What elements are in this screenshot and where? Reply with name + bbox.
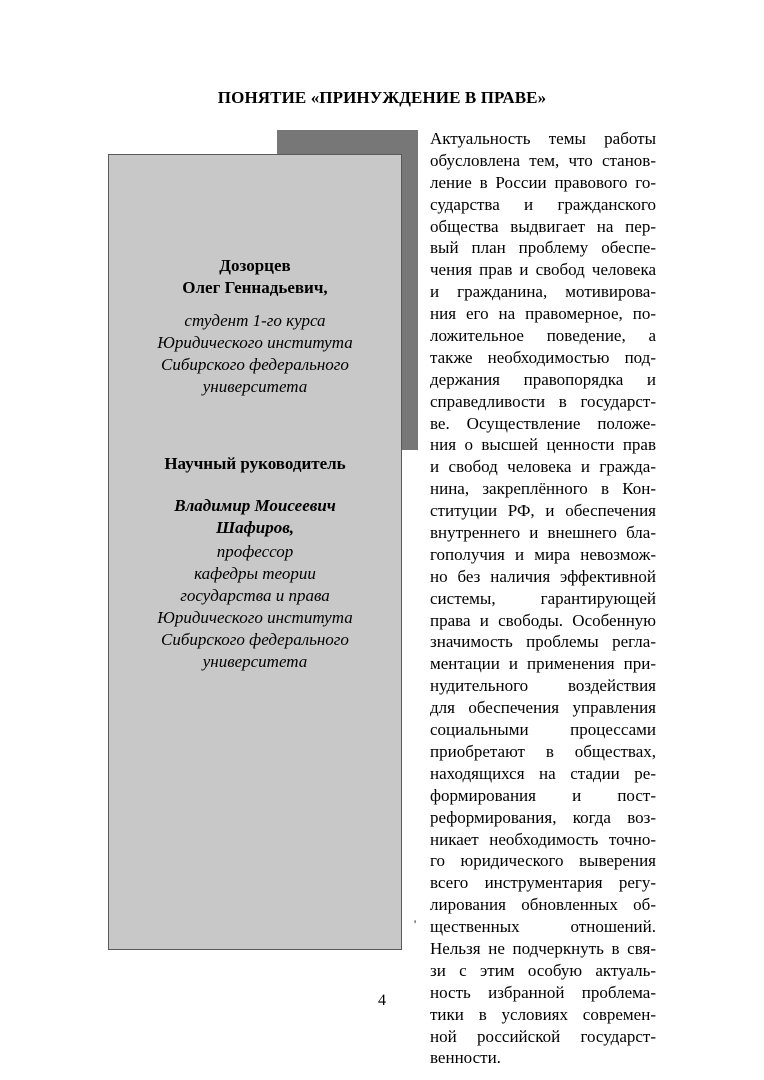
body-text-line: общества выдвигает на пер-: [430, 216, 656, 236]
body-text-line: ной российской государст-: [430, 1026, 656, 1046]
body-text-line: ституции РФ, и обеспечения: [430, 501, 656, 521]
supervisor-label: Научный руководитель: [164, 454, 346, 473]
author-affiliation-line: Юридического института: [157, 333, 353, 352]
page-number: 4: [378, 992, 386, 1009]
body-text-line: ния его на правомерное, по-: [430, 304, 656, 324]
article-body-text: [430, 128, 656, 1069]
supervisor-name-line: Шафиров,: [215, 517, 295, 537]
body-text-line: и свобод человека и гражда-: [430, 457, 656, 477]
body-text-line: венности.: [430, 1048, 501, 1068]
stray-tick-mark: ': [414, 917, 417, 931]
body-text-line: зи с этим особую актуаль-: [430, 960, 656, 980]
body-text-line: системы, гарантирующей: [430, 588, 656, 608]
body-text-line: значимость проблемы регла-: [430, 632, 656, 652]
body-text-line: нудительного воздействия: [430, 676, 656, 696]
supervisor-affiliation-line: государства и права: [180, 586, 330, 605]
supervisor-name: [109, 495, 401, 538]
author-surname: Дозорцев: [219, 256, 291, 275]
body-text-line: всего инструментария регу-: [430, 873, 656, 893]
body-text-line: держания правопорядка и: [430, 369, 656, 389]
body-text-line: но без наличия эффективной: [430, 566, 656, 586]
author-info-box: [108, 154, 402, 950]
body-text-line: реформирования, когда воз-: [430, 807, 656, 827]
supervisor-affiliation-line: кафедры теории: [194, 564, 316, 583]
supervisor-name-line: Владимир Моисеевич: [174, 496, 336, 515]
body-text-line: для обеспечения управления: [430, 698, 656, 718]
body-text-line: ность избранной проблема-: [430, 982, 656, 1002]
author-affiliation-line: Сибирского федерального: [161, 355, 349, 374]
body-text-line: формирования и пост-: [430, 785, 656, 805]
supervisor-affiliation-line: Юридического института: [157, 608, 353, 627]
author-name: [109, 255, 401, 298]
body-text-line: приобретают в обществах,: [430, 741, 656, 761]
body-text-line: нина, закреплённого в Кон-: [430, 479, 656, 499]
body-text-line: ление в России правового го-: [430, 172, 656, 192]
supervisor-affiliation-line: профессор: [216, 542, 294, 561]
supervisor-affiliation-line: Сибирского федерального: [161, 630, 349, 649]
author-affiliation-line: университета: [202, 377, 308, 396]
author-affiliation: [109, 310, 401, 398]
body-text-line: справедливости в государст-: [430, 391, 656, 411]
body-text-line: вый план проблему обеспе-: [430, 238, 656, 258]
body-text-line: никает необходимость точно-: [430, 829, 656, 849]
body-text-line: Нельзя не подчеркнуть в свя-: [430, 938, 656, 958]
body-text-line: ментации и применения при-: [430, 654, 656, 674]
body-text-line: сударства и гражданского: [430, 194, 656, 214]
body-text-line: ве. Осуществление положе-: [430, 413, 656, 433]
body-text-line: ложительное поведение, а: [430, 326, 656, 346]
body-text-line: тики в условиях современ-: [430, 1004, 656, 1024]
body-text-line: права и свободы. Особенную: [430, 610, 656, 630]
body-text-line: и гражданина, мотивирова-: [430, 282, 656, 302]
body-text-line: щественных отношений.: [430, 917, 656, 937]
body-text-line: ния о высшей ценности прав: [430, 435, 656, 455]
body-text-line: находящихся на стадии ре-: [430, 763, 656, 783]
body-text-line: обусловлена тем, что станов-: [430, 150, 656, 170]
supervisor-affiliation: [109, 541, 401, 673]
body-text-line: го юридического выверения: [430, 851, 656, 871]
body-text-line: также необходимостью под-: [430, 347, 656, 367]
body-text-line: гополучия и мира невозмож-: [430, 544, 656, 564]
page-title: ПОНЯТИЕ «ПРИНУЖДЕНИЕ В ПРАВЕ»: [217, 88, 547, 107]
body-text-line: внутреннего и внешнего бла-: [430, 523, 656, 543]
supervisor-affiliation-line: университета: [202, 652, 308, 671]
body-text-line: лирования обновленных об-: [430, 895, 656, 915]
body-text-line: Актуальность темы работы: [430, 129, 656, 148]
body-text-line: чения прав и свобод человека: [430, 260, 656, 280]
body-text-line: социальными процессами: [430, 720, 656, 740]
author-given-names: Олег Геннадьевич,: [182, 277, 328, 297]
author-affiliation-line: студент 1-го курса: [184, 311, 326, 330]
